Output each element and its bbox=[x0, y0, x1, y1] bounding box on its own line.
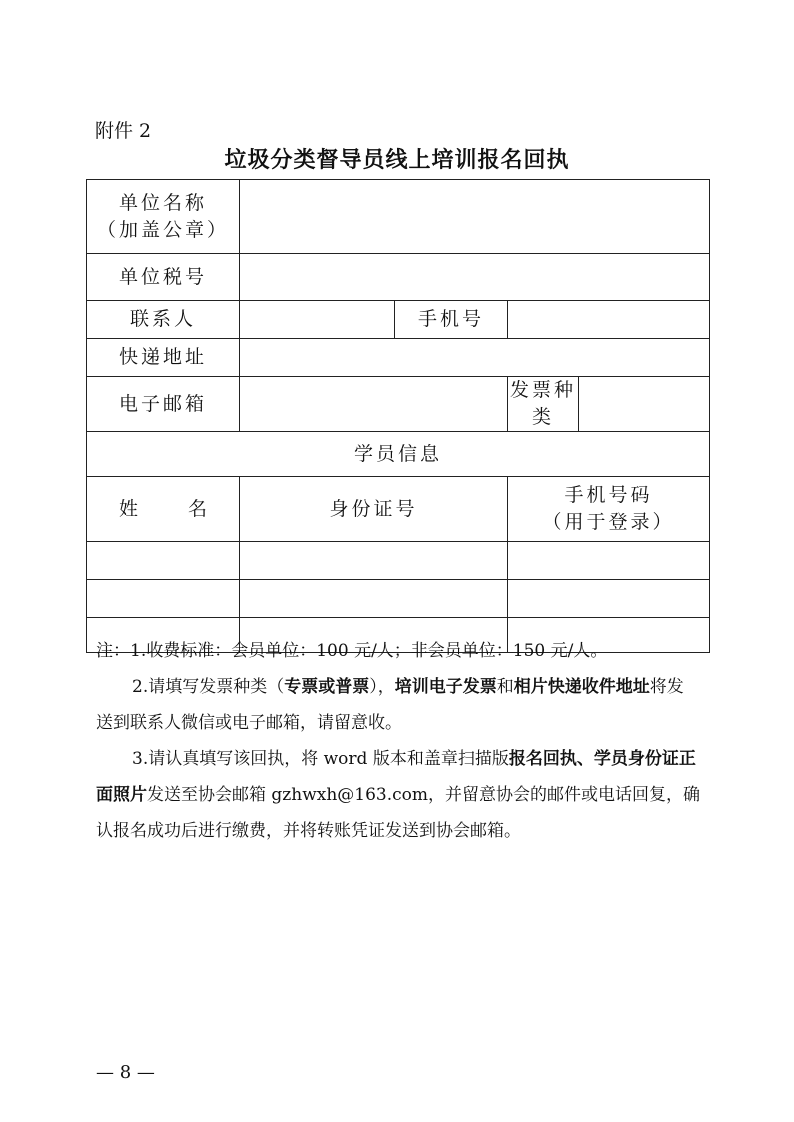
address-label: 快递地址 bbox=[87, 339, 240, 377]
student-id-cell[interactable] bbox=[240, 542, 508, 580]
student-mobile-cell[interactable] bbox=[508, 580, 710, 618]
unit-name-label-line1: 单位名称 bbox=[118, 191, 207, 214]
unit-name-label-line2: （加盖公章） bbox=[96, 218, 229, 241]
student-info-header: 学员信息 bbox=[87, 432, 710, 477]
student-name-cell[interactable] bbox=[87, 580, 240, 618]
table-row bbox=[87, 542, 710, 580]
note-3-text-a: 3.请认真填写该回执，将 word 版本和盖章扫描版 bbox=[132, 749, 509, 769]
col-header-mobile-line1: 手机号码 bbox=[564, 484, 653, 506]
phone-field[interactable] bbox=[508, 301, 710, 339]
page-number: — 8 — bbox=[96, 1062, 155, 1083]
attachment-label: 附件 2 bbox=[95, 120, 152, 142]
address-field[interactable] bbox=[240, 339, 710, 377]
tax-id-label: 单位税号 bbox=[87, 254, 240, 301]
note-2 bbox=[96, 669, 700, 741]
page-title: 垃圾分类督导员线上培训报名回执 bbox=[224, 148, 570, 173]
note-2-e-invoice: 培训电子发票 bbox=[394, 677, 497, 697]
note-3-text-c: 发送至协会邮箱 gzhwxh@163.com，并留意协会的邮件或电话回复，确认报名成功后进行缴费，并将转账凭证发送到协会邮箱。 bbox=[96, 785, 701, 841]
unit-name-label bbox=[87, 180, 240, 254]
note-2-text-c: ）， bbox=[369, 677, 395, 697]
student-name-cell[interactable] bbox=[87, 542, 240, 580]
note-3-required-docs: 报名回执、学员身份证正面照片 bbox=[96, 749, 696, 805]
note-2-invoice-types: 专票或普票 bbox=[284, 677, 370, 697]
note-2-text-g: 将发送到联系人微信或电子邮箱，请留意收。 bbox=[96, 677, 684, 733]
col-header-mobile bbox=[508, 477, 710, 542]
tax-id-field[interactable] bbox=[240, 254, 710, 301]
note-1: 注：1.收费标准：会员单位：100 元/人；非会员单位：150 元/人。 bbox=[96, 641, 608, 661]
unit-name-field[interactable] bbox=[240, 180, 710, 254]
col-header-mobile-line2: （用于登录） bbox=[542, 511, 675, 533]
email-label: 电子邮箱 bbox=[87, 377, 240, 432]
note-2-photo-address: 相片快递收件地址 bbox=[513, 677, 650, 697]
col-header-name: 姓 名 bbox=[87, 477, 240, 542]
note-2-text-e: 和 bbox=[496, 677, 514, 697]
note-2-text-a: 2.请填写发票种类（ bbox=[132, 677, 285, 697]
student-mobile-cell[interactable] bbox=[508, 542, 710, 580]
contact-label: 联系人 bbox=[87, 301, 240, 339]
notes-section bbox=[96, 633, 700, 849]
invoice-type-label: 发票种类 bbox=[508, 377, 579, 432]
col-header-id: 身份证号 bbox=[240, 477, 508, 542]
email-field[interactable] bbox=[240, 377, 508, 432]
registration-form-table bbox=[86, 179, 710, 653]
invoice-type-field[interactable] bbox=[579, 377, 710, 432]
contact-field[interactable] bbox=[240, 301, 395, 339]
note-3 bbox=[96, 741, 700, 849]
student-id-cell[interactable] bbox=[240, 580, 508, 618]
table-row bbox=[87, 580, 710, 618]
phone-label: 手机号 bbox=[395, 301, 508, 339]
